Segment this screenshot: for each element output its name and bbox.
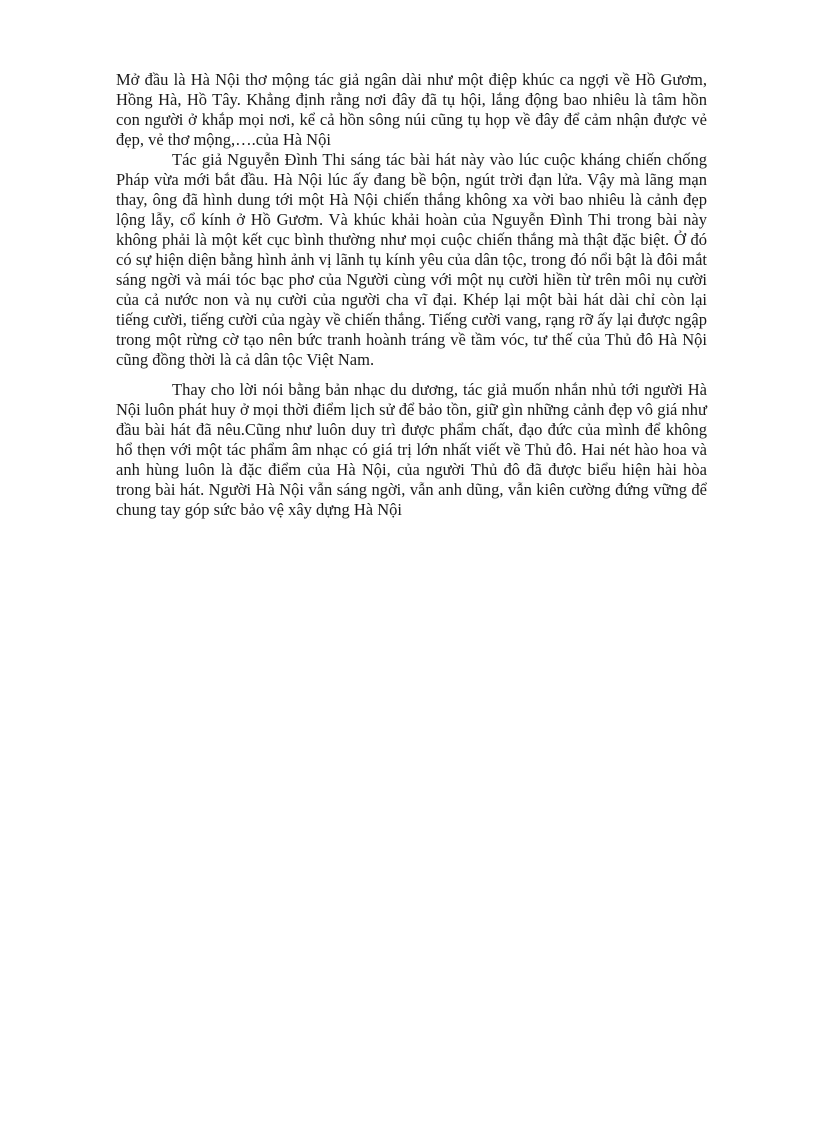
paragraph-conclusion: Thay cho lời nói bằng bản nhạc du dương, tác giả muốn nhắn nhủ tới người Hà Nội luôn phát huy ở mọi thời điểm lịch sử để bảo tồn, giữ gìn những cảnh đẹp vô giá như đầu bài hát đã nêu.Cũng như luôn duy trì được phẩm chất, đạo đức của mình để không hổ thẹn với một tác phẩm âm nhạc có giá trị lớn nhất viết về Thủ đô. Hai nét hào hoa và anh hùng luôn là đặc điểm của Hà Nội, của người Thủ đô đã được biểu hiện hài hòa trong bài hát. Người Hà Nội vẫn sáng ngời, vẫn anh dũng, vẫn kiên cường đứng vững để chung tay góp sức bảo vệ xây dựng Hà Nội — [116, 380, 707, 519]
paragraph-intro: Mở đầu là Hà Nội thơ mộng tác giả ngân dài như một điệp khúc ca ngợi về Hồ Gươm, Hồng Hà, Hồ Tây. Khẳng định rằng nơi đây đã tụ hội, lắng động bao nhiêu là tâm hồn con người ở khắp mọi nơi, kể cả hồn sông núi cũng tụ họp về đây để cảm nhận được vẻ đẹp, vẻ thơ mộng,….của Hà Nội — [116, 70, 707, 149]
paragraph-author-context: Tác giả Nguyễn Đình Thi sáng tác bài hát này vào lúc cuộc kháng chiến chống Pháp vừa mới bắt đầu. Hà Nội lúc ấy đang bề bộn, ngút trời đạn lửa. Vậy mà lãng mạn thay, ông đã hình dung tới một Hà Nội chiến thắng không xa vời bao nhiêu là cảnh đẹp lộng lẫy, cổ kính ở Hồ Gươm. Và khúc khải hoàn của Nguyễn Đình Thi trong bài này không phải là một kết cục bình thường như mọi cuộc chiến thắng mà thật đặc biệt. Ở đó có sự hiện diện bằng hình ảnh vị lãnh tụ kính yêu của dân tộc, trong đó nổi bật là đôi mắt sáng ngời và mái tóc bạc phơ của Người cùng với một nụ cười hiền từ trên môi nụ cười của cả nước non và nụ cười của người cha vĩ đại. Khép lại một bài hát dài chỉ còn lại tiếng cười, tiếng cười của ngày về chiến thắng. Tiếng cười vang, rạng rỡ ấy lại được ngập trong một rừng cờ tạo nên bức tranh hoành tráng về tầm vóc, tư thế của Thủ đô Hà Nội cũng đồng thời là cả dân tộc Việt Nam. — [116, 150, 707, 369]
document-body — [116, 70, 707, 520]
